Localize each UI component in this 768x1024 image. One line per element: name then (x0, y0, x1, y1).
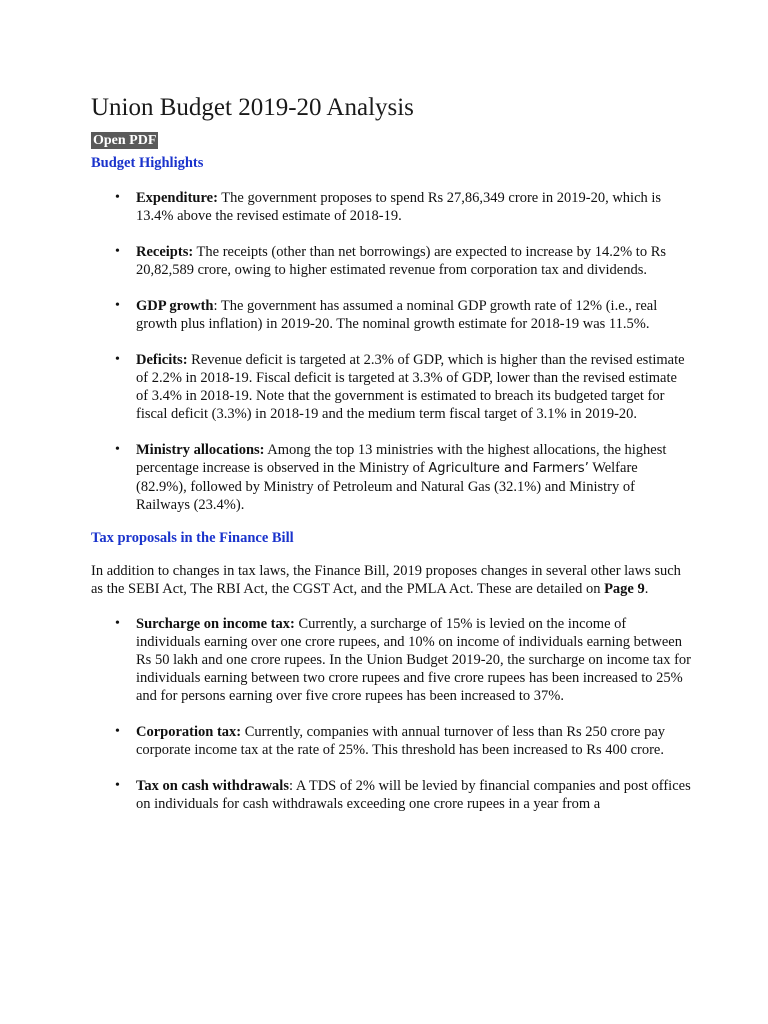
page-title: Union Budget 2019-20 Analysis (91, 94, 414, 121)
list-item (91, 441, 691, 514)
list-item (91, 189, 691, 225)
list-item (91, 777, 691, 813)
item-text: The government proposes to spend Rs 27,86,349 crore in 2019-20, which is 13.4% above the revised estimate of 2018-19. (136, 190, 662, 224)
item-text: The receipts (other than net borrowings) are expected to increase by 14.2% to Rs 20,82,589 crore, owing to higher estimated revenue from corporation tax and dividends. (136, 244, 667, 278)
item-text: Currently, companies with annual turnover of less than Rs 250 crore pay corporate income tax at the rate of 25%. This threshold has been increased to Rs 400 crore. (136, 724, 666, 758)
bullet-icon: • (115, 190, 120, 205)
highlights-list (91, 189, 691, 514)
item-term: Tax on cash withdrawals (136, 778, 289, 794)
bullet-icon: • (115, 298, 120, 313)
item-text: : The government has assumed a nominal GDP growth rate of 12% (i.e., real growth plus inflation) in 2019-20. The nominal growth estimate for 2018-19 was 11.5%. (136, 298, 658, 332)
tax-intro-paragraph (91, 562, 691, 598)
bullet-icon: • (115, 244, 120, 259)
item-term: GDP growth (136, 298, 214, 314)
list-item (91, 615, 691, 705)
bullet-icon: • (115, 442, 120, 457)
tax-proposals-heading: Tax proposals in the Finance Bill (91, 530, 294, 546)
bullet-icon: • (115, 724, 120, 739)
intro-text: In addition to changes in tax laws, the Finance Bill, 2019 proposes changes in several other laws such as the SEBI Act, The RBI Act, the CGST Act, and the PMLA Act. These are detailed on (91, 563, 681, 597)
budget-highlights-heading: Budget Highlights (91, 155, 204, 171)
item-term: Deficits: (136, 352, 188, 368)
list-item (91, 723, 691, 759)
list-item (91, 351, 691, 423)
item-text: Welfare (82.9%), followed by Ministry of Petroleum and Natural Gas (32.1%) and Ministry of Railways (23.4%). (136, 460, 638, 513)
item-text-sans: Agriculture and Farmers’ (428, 461, 589, 476)
item-text: : A TDS of 2% will be levied by financial companies and post offices on individuals for cash withdrawals exceeding one crore rupees in a year from a (136, 778, 691, 812)
page-reference: Page 9 (604, 581, 645, 597)
open-pdf-button[interactable]: Open PDF (93, 133, 157, 148)
document-page (91, 93, 691, 813)
item-text: Revenue deficit is targeted at 2.3% of GDP, which is higher than the revised estimate of 2.2% in 2018-19. Fiscal deficit is targeted at 3.3% of GDP, lower than the revised estimate of 3.4% in 2018-19. Note that the government is estimated to breach its budgeted target for fiscal deficit (3.3%) in 2018-19 and the medium term fiscal target of 3.1% in 2019-20. (136, 352, 685, 422)
item-text: Among the top 13 ministries with the highest allocations, the highest percentage increase is observed in the Ministry of (136, 442, 667, 476)
item-term: Corporation tax: (136, 724, 242, 740)
tax-proposals-list (91, 615, 691, 813)
item-term: Expenditure: (136, 190, 218, 206)
list-item (91, 297, 691, 333)
item-text: Currently, a surcharge of 15% is levied on the income of individuals earning over one crore rupees, and 10% on income of individuals earning between Rs 50 lakh and one crore rupees. In the Union Budget 2019-20, the surcharge on income tax for individuals earning between two crore rupees and five crore rupees has been increased to 25% and for persons earning over five crore rupees has been increased to 37%. (136, 616, 692, 704)
item-term: Ministry allocations: (136, 442, 265, 458)
bullet-icon: • (115, 616, 120, 631)
bullet-icon: • (115, 778, 120, 793)
item-term: Surcharge on income tax: (136, 616, 295, 632)
list-item (91, 243, 691, 279)
item-term: Receipts: (136, 244, 194, 260)
intro-end: . (644, 581, 649, 597)
bullet-icon: • (115, 352, 120, 367)
